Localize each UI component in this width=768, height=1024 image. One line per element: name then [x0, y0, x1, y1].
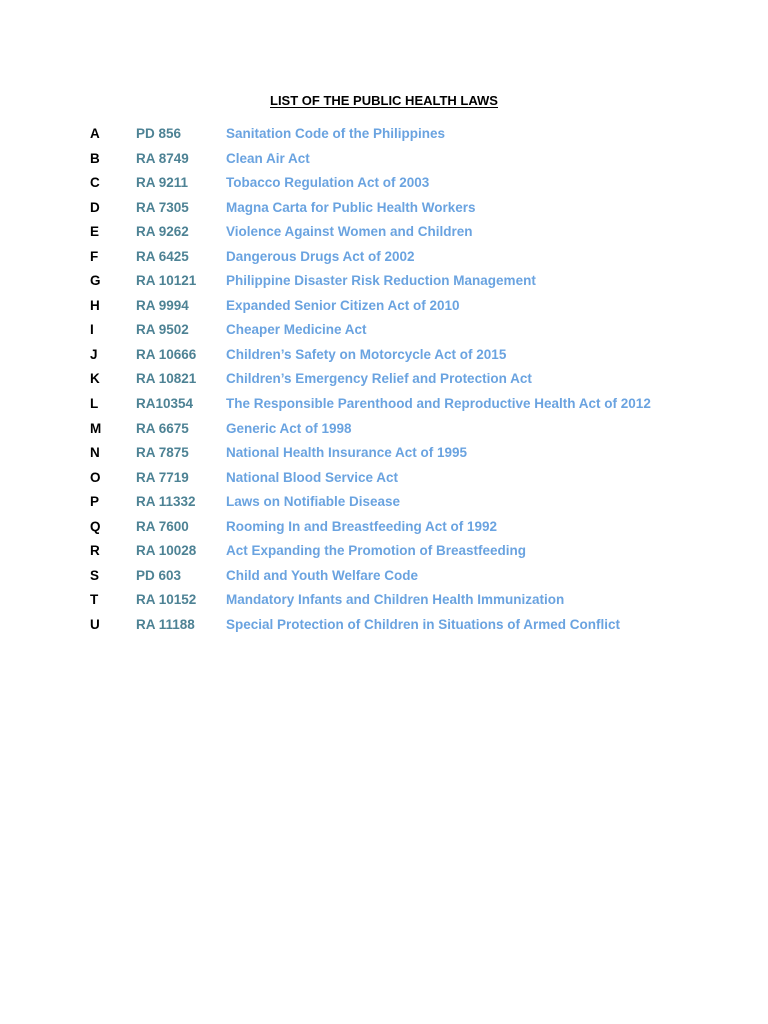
law-name: Rooming In and Breastfeeding Act of 1992 [226, 518, 498, 534]
law-code: RA 10821 [136, 371, 197, 387]
law-name: National Health Insurance Act of 1995 [226, 445, 468, 461]
law-code: RA 10121 [136, 273, 197, 289]
law-letter: F [90, 248, 99, 264]
law-list [0, 122, 768, 637]
law-letter: D [90, 199, 100, 215]
law-name: Children’s Emergency Relief and Protection Act [226, 371, 532, 387]
law-code: RA 6675 [136, 420, 189, 436]
law-letter: L [90, 396, 99, 412]
law-code: RA10354 [136, 396, 194, 412]
law-letter: R [90, 543, 100, 559]
list-item [0, 318, 768, 343]
list-item [0, 147, 768, 172]
law-code: RA 10152 [136, 592, 197, 608]
law-letter: A [90, 126, 100, 141]
page-title [0, 93, 768, 108]
list-item [0, 269, 768, 294]
law-name: Special Protection of Children in Situations of Armed Conflict [226, 616, 621, 632]
law-letter: J [90, 346, 98, 362]
law-letter: B [90, 150, 100, 166]
law-name: Generic Act of 1998 [226, 420, 352, 436]
law-code: RA 7719 [136, 469, 189, 485]
law-name: Philippine Disaster Risk Reduction Management [226, 273, 536, 289]
law-letter: I [90, 322, 94, 338]
law-name: Clean Air Act [226, 150, 310, 166]
law-code: RA 9211 [136, 175, 189, 191]
law-code: RA 9262 [136, 224, 189, 240]
list-item [0, 441, 768, 466]
law-name: Cheaper Medicine Act [226, 322, 367, 338]
law-name: Laws on Notifiable Disease [226, 494, 401, 510]
law-code: RA 6425 [136, 248, 189, 264]
law-name: Magna Carta for Public Health Workers [226, 199, 476, 215]
law-name: Tobacco Regulation Act of 2003 [226, 175, 430, 191]
law-name: Child and Youth Welfare Code [226, 567, 419, 583]
law-letter: U [90, 616, 100, 632]
law-name: The Responsible Parenthood and Reproductive Health Act of 2012 [226, 396, 651, 412]
law-letter: O [90, 469, 101, 485]
list-item [0, 417, 768, 442]
law-code: RA 8749 [136, 150, 189, 166]
list-item [0, 343, 768, 368]
law-letter: Q [90, 518, 101, 534]
list-item [0, 294, 768, 319]
list-item [0, 245, 768, 270]
law-code: PD 856 [136, 126, 182, 141]
law-letter: G [90, 273, 101, 289]
page-title-text: LIST OF THE PUBLIC HEALTH LAWS [270, 93, 498, 108]
list-item [0, 367, 768, 392]
list-item [0, 466, 768, 491]
law-name: Mandatory Infants and Children Health Immunization [226, 592, 565, 608]
list-item [0, 613, 768, 638]
law-name: Children’s Safety on Motorcycle Act of 2015 [226, 346, 507, 362]
law-letter: P [90, 494, 100, 510]
law-name: Sanitation Code of the Philippines [226, 126, 446, 141]
law-letter: M [90, 420, 102, 436]
law-code: RA 11188 [136, 616, 195, 632]
list-item [0, 490, 768, 515]
list-item [0, 220, 768, 245]
law-code: RA 10666 [136, 346, 197, 362]
list-item [0, 515, 768, 540]
list-item [0, 122, 768, 147]
list-item [0, 564, 768, 589]
law-code: RA 9994 [136, 297, 189, 313]
law-letter: C [90, 175, 100, 191]
list-item [0, 171, 768, 196]
law-code: RA 11332 [136, 494, 196, 510]
law-name: Act Expanding the Promotion of Breastfeeding [226, 543, 527, 559]
law-letter: E [90, 224, 100, 240]
law-code: RA 7305 [136, 199, 189, 215]
law-letter: T [90, 592, 99, 608]
law-name: Violence Against Women and Children [226, 224, 473, 240]
list-item [0, 392, 768, 417]
law-name: Expanded Senior Citizen Act of 2010 [226, 297, 460, 313]
law-name: Dangerous Drugs Act of 2002 [226, 248, 415, 264]
law-letter: N [90, 445, 100, 461]
law-code: PD 603 [136, 567, 182, 583]
law-code: RA 7875 [136, 445, 189, 461]
list-item [0, 539, 768, 564]
law-code: RA 7600 [136, 518, 189, 534]
law-letter: K [90, 371, 100, 387]
list-item [0, 196, 768, 221]
law-name: National Blood Service Act [226, 469, 399, 485]
list-item [0, 588, 768, 613]
law-letter: H [90, 297, 100, 313]
law-letter: S [90, 567, 100, 583]
law-code: RA 10028 [136, 543, 197, 559]
law-code: RA 9502 [136, 322, 189, 338]
